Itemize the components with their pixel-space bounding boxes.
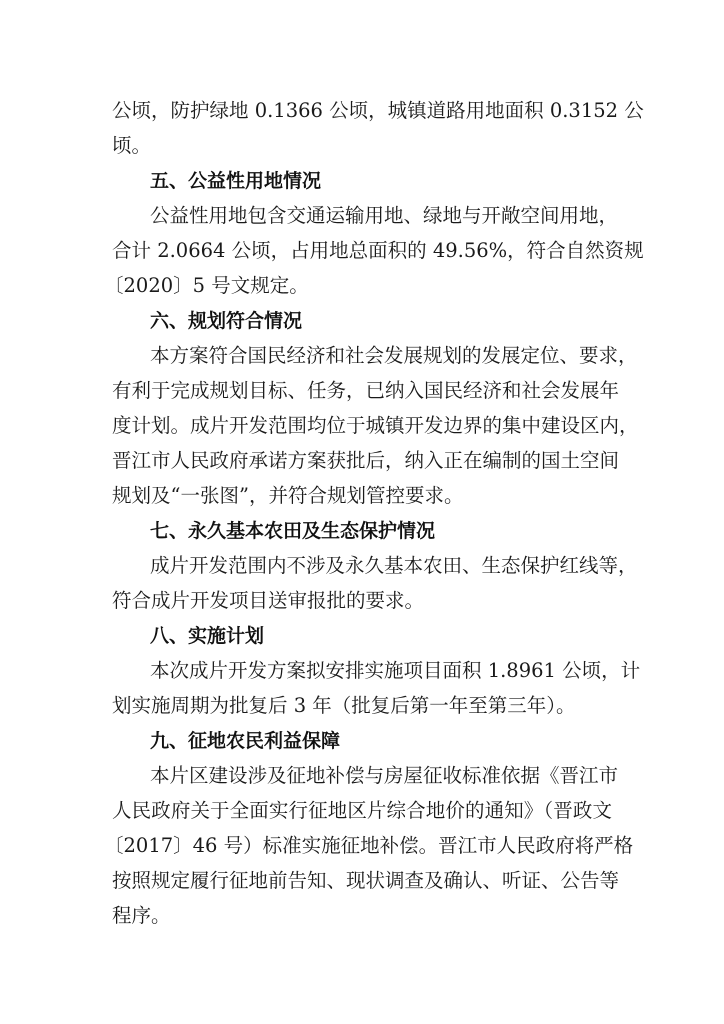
section-heading: 六、规划符合情况 [150,310,303,332]
paragraph-line: 规划及“一张图”，并符合规划管控要求。 [112,484,464,507]
paragraph-line: 划实施周期为批复后 3 年（批复后第一年至第三年）。 [112,694,576,717]
paragraph-line: 本次成片开发方案拟安排实施项目面积 1.8961 公顷，计 [150,659,641,682]
paragraph-line: 顷。 [112,134,152,157]
section-heading: 八、实施计划 [150,625,265,647]
paragraph-line: 有利于完成规划目标、任务，已纳入国民经济和社会发展年 [112,379,620,402]
paragraph-line: 度计划。成片开发范围均位于城镇开发边界的集中建设区内， [112,414,639,437]
section-heading: 七、永久基本农田及生态保护情况 [150,520,436,542]
section-heading: 九、征地农民利益保障 [150,730,341,752]
paragraph-line: 〔2020〕5 号文规定。 [104,274,309,297]
paragraph-line: 符合成片开发项目送审报批的要求。 [112,589,425,612]
paragraph-line: 按照规定履行征地前告知、现状调查及确认、听证、公告等 [112,869,620,892]
paragraph-line: 程序。 [112,904,171,927]
paragraph-line: 本方案符合国民经济和社会发展规划的发展定位、要求， [150,344,638,367]
section-heading: 五、公益性用地情况 [150,170,322,192]
paragraph-line: 成片开发范围内不涉及永久基本农田、生态保护红线等， [150,554,638,577]
paragraph-line: 人民政府关于全面实行征地区片综合地价的通知》（晋政文 [112,799,612,822]
paragraph-line: 本片区建设涉及征地补偿与房屋征收标准依据《晋江市 [150,764,619,787]
paragraph-line: 公益性用地包含交通运输用地、绿地与开敞空间用地， [150,204,619,227]
paragraph-line: 〔2017〕46 号）标准实施征地补偿。晋江市人民政府将严格 [104,834,634,857]
paragraph-line: 合计 2.0664 公顷，占用地总面积的 49.56%，符合自然资规 [112,239,644,262]
paragraph-line: 晋江市人民政府承诺方案获批后，纳入正在编制的国土空间 [112,449,620,472]
paragraph-line: 公顷，防护绿地 0.1366 公顷，城镇道路用地面积 0.3152 公 [112,99,644,122]
